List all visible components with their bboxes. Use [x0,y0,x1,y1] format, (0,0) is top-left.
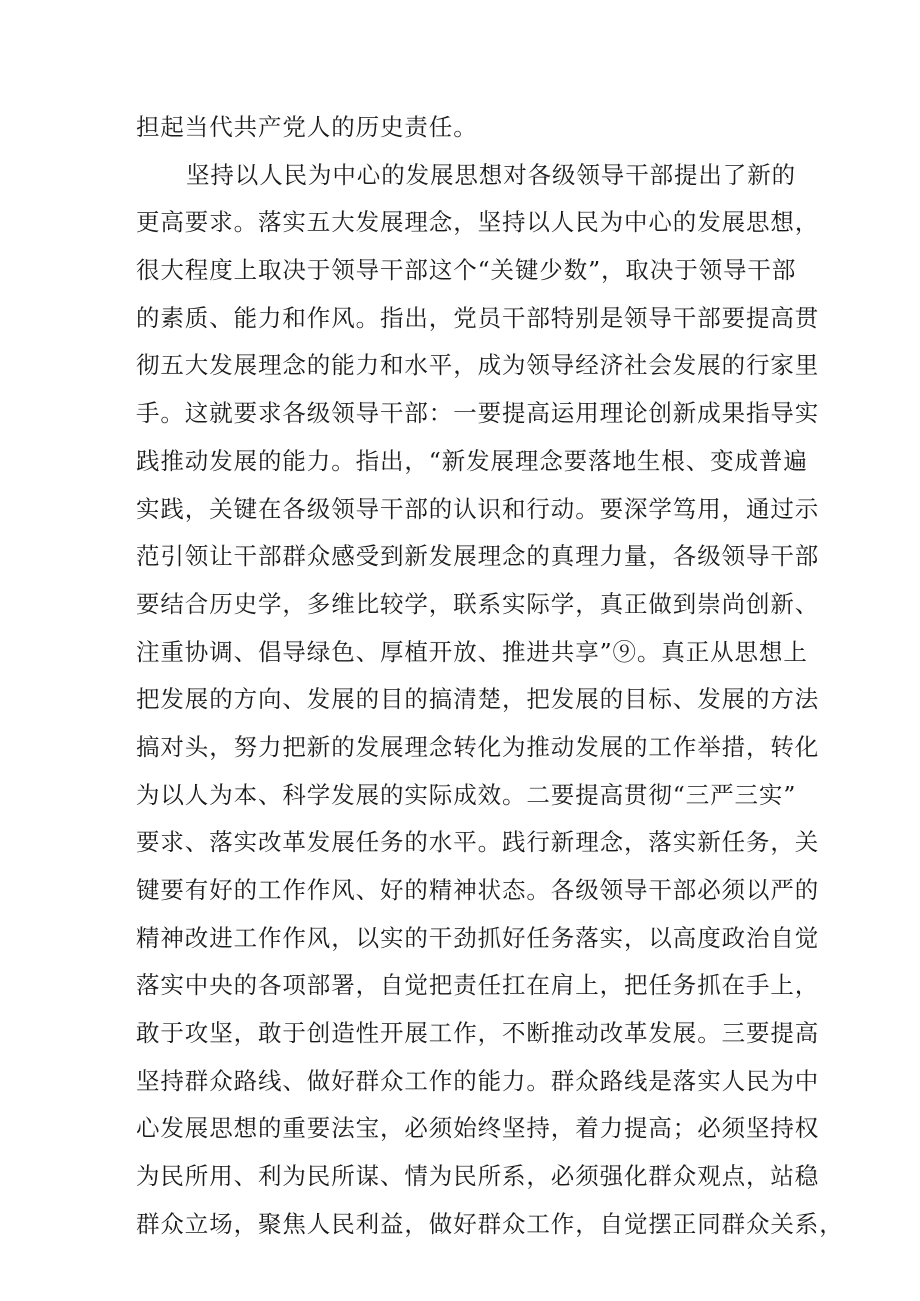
text-line: 彻五大发展理念的能力和水平，成为领导经济社会发展的行家里 [136,351,820,380]
text-line: 担起当代共产党人的历史责任。 [136,113,478,141]
text-line: 坚持群众路线、做好群众工作的能力。群众路线是落实人民为中 [136,1066,820,1095]
text-line: 范引领让干部群众感受到新发展理念的真理力量，各级领导干部 [136,542,820,571]
text-line: 敢于攻坚，敢于创造性开展工作，不断推动改革发展。三要提高 [136,1019,820,1048]
text-line: 践推动发展的能力。指出，“新发展理念要落地生根、变成普遍 [136,446,808,475]
text-line: 键要有好的工作作风、好的精神状态。各级领导干部必须以严的 [136,876,820,904]
text-line: 很大程度上取决于领导干部这个“关键少数”，取决于领导干部 [136,256,797,285]
body-text [136,104,844,1249]
text-line: 为以人为本、科学发展的实际成效。二要提高贯彻“三严三实” [136,780,797,809]
text-line: 注重协调、倡导绿色、厚植开放、推进共享”⑨。真正从思想上 [136,637,808,666]
text-line: 坚持以人民为中心的发展思想对各级领导干部提出了新的 [186,160,796,189]
text-line: 要结合历史学，多维比较学，联系实际学，真正做到崇尚创新、 [136,589,820,618]
text-line: 落实中央的各项部署，自觉把责任扛在肩上，把任务抓在手上， [136,971,820,1000]
text-line: 把发展的方向、发展的目的搞清楚，把发展的目标、发展的方法 [136,685,820,714]
text-line: 的素质、能力和作风。指出，党员干部特别是领导干部要提高贯 [136,303,820,332]
text-line: 更高要求。落实五大发展理念，坚持以人民为中心的发展思想， [136,208,820,237]
text-line: 手。这就要求各级领导干部：一要提高运用理论创新成果指导实 [136,399,820,428]
text-line: 精神改进工作作风，以实的干劲抓好任务落实，以高度政治自觉 [136,923,820,952]
text-line: 心发展思想的重要法宝，必须始终坚持，着力提高；必须坚持权 [136,1114,820,1143]
text-line: 搞对头，努力把新的发展理念转化为推动发展的工作举措，转化 [136,732,820,761]
text-line: 要求、落实改革发展任务的水平。践行新理念，落实新任务，关 [136,828,820,857]
text-line: 实践，关键在各级领导干部的认识和行动。要深学笃用，通过示 [136,494,820,523]
text-line: 群众立场，聚焦人民利益，做好群众工作，自觉摆正同群众关系， [136,1209,844,1238]
text-line: 为民所用、利为民所谋、情为民所系，必须强化群众观点，站稳 [136,1162,820,1191]
